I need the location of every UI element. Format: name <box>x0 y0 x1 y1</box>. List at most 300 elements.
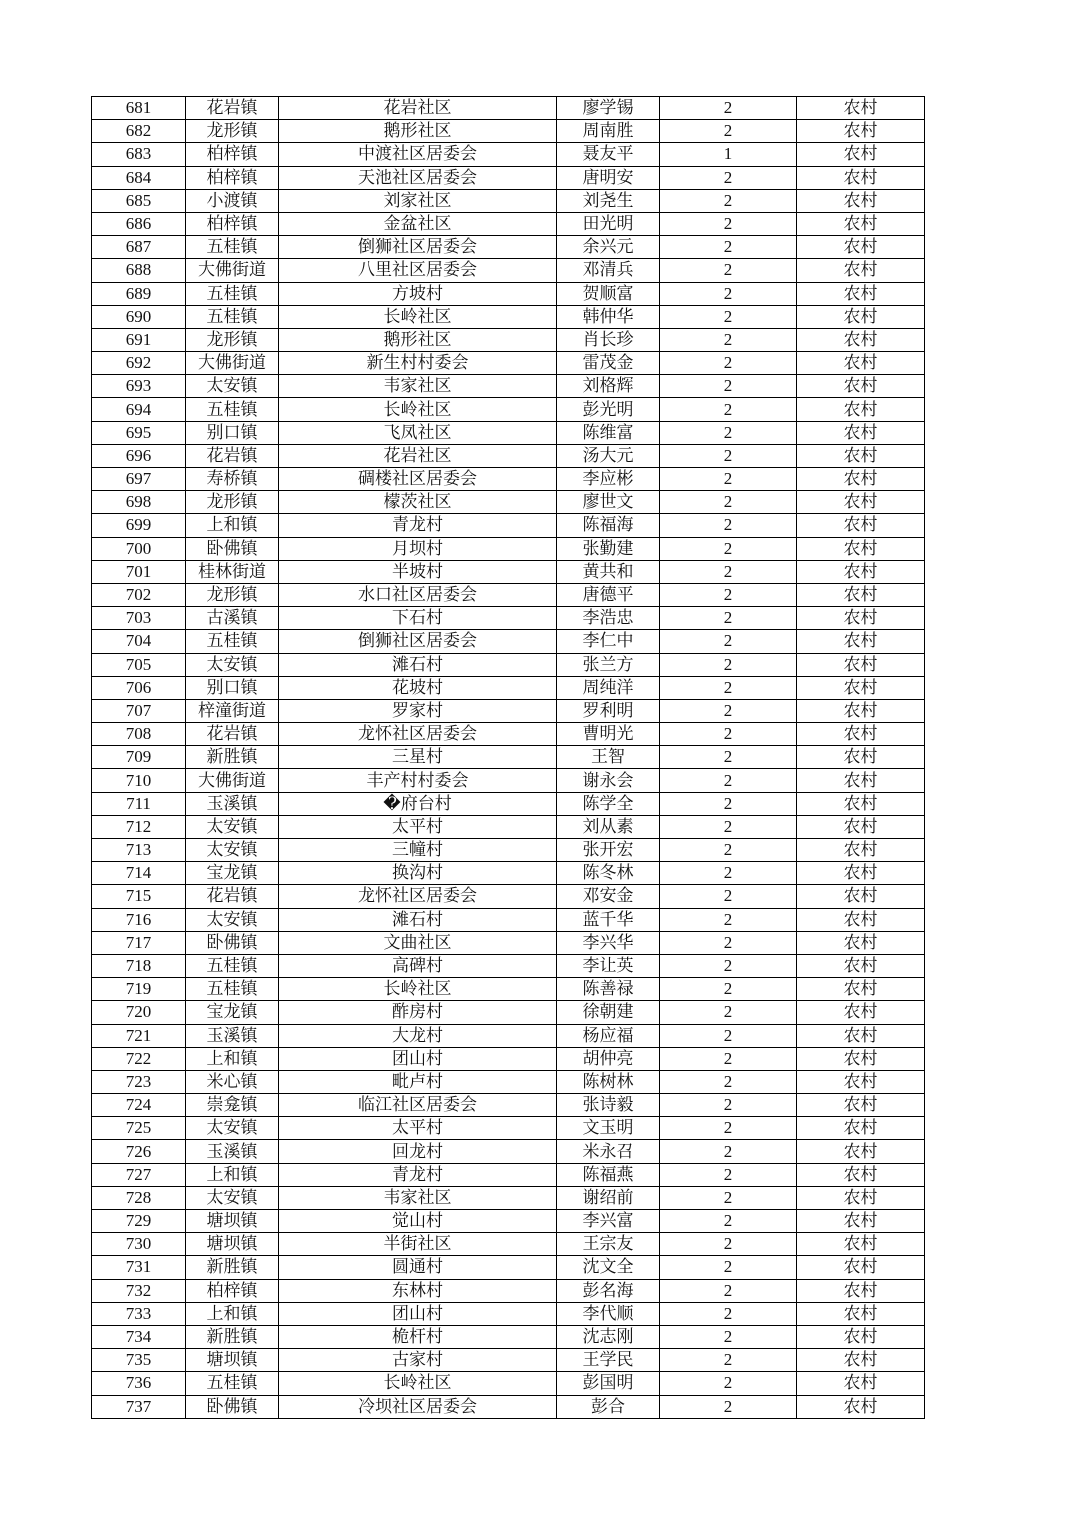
community-cell: 水口社区居委会 <box>279 583 557 606</box>
type-cell: 农村 <box>797 769 925 792</box>
community-cell: 方坡村 <box>279 282 557 305</box>
table-row <box>92 954 925 977</box>
type-cell: 农村 <box>797 885 925 908</box>
table-row <box>92 236 925 259</box>
town-cell: 塘坝镇 <box>186 1210 279 1233</box>
person-name-cell: 韩仲华 <box>557 305 660 328</box>
community-cell: 长岭社区 <box>279 1372 557 1395</box>
type-cell: 农村 <box>797 1186 925 1209</box>
table-row <box>92 1047 925 1070</box>
count-cell: 2 <box>660 189 797 212</box>
community-cell: 花坡村 <box>279 676 557 699</box>
town-cell: 上和镇 <box>186 1163 279 1186</box>
town-cell: 上和镇 <box>186 1302 279 1325</box>
table-row <box>92 97 925 120</box>
row-number-cell: 698 <box>92 491 186 514</box>
community-cell: 韦家社区 <box>279 1186 557 1209</box>
type-cell: 农村 <box>797 699 925 722</box>
count-cell: 2 <box>660 607 797 630</box>
type-cell: 农村 <box>797 839 925 862</box>
town-cell: 上和镇 <box>186 514 279 537</box>
community-cell: 丰产村村委会 <box>279 769 557 792</box>
community-cell: 檬茨社区 <box>279 491 557 514</box>
row-number-cell: 690 <box>92 305 186 328</box>
community-cell: 长岭社区 <box>279 978 557 1001</box>
community-cell: 换沟村 <box>279 862 557 885</box>
table-row <box>92 1233 925 1256</box>
table-row <box>92 1279 925 1302</box>
type-cell: 农村 <box>797 468 925 491</box>
count-cell: 2 <box>660 1372 797 1395</box>
type-cell: 农村 <box>797 746 925 769</box>
type-cell: 农村 <box>797 607 925 630</box>
community-cell: 飞凤社区 <box>279 421 557 444</box>
town-cell: 花岩镇 <box>186 97 279 120</box>
community-cell: 中渡社区居委会 <box>279 143 557 166</box>
town-cell: 玉溪镇 <box>186 792 279 815</box>
person-name-cell: 唐明安 <box>557 166 660 189</box>
count-cell: 2 <box>660 862 797 885</box>
town-cell: 柏梓镇 <box>186 212 279 235</box>
person-name-cell: 汤大元 <box>557 444 660 467</box>
community-cell: 东林村 <box>279 1279 557 1302</box>
person-name-cell: 徐朝建 <box>557 1001 660 1024</box>
row-number-cell: 711 <box>92 792 186 815</box>
count-cell: 2 <box>660 815 797 838</box>
table-row <box>92 1140 925 1163</box>
person-name-cell: 邓清兵 <box>557 259 660 282</box>
type-cell: 农村 <box>797 236 925 259</box>
type-cell: 农村 <box>797 143 925 166</box>
row-number-cell: 716 <box>92 908 186 931</box>
type-cell: 农村 <box>797 1256 925 1279</box>
town-cell: 玉溪镇 <box>186 1140 279 1163</box>
row-number-cell: 693 <box>92 375 186 398</box>
count-cell: 2 <box>660 1001 797 1024</box>
table-row <box>92 166 925 189</box>
person-name-cell: 李应彬 <box>557 468 660 491</box>
count-cell: 2 <box>660 97 797 120</box>
count-cell: 2 <box>660 1233 797 1256</box>
count-cell: 2 <box>660 259 797 282</box>
community-cell: 滩石村 <box>279 908 557 931</box>
person-name-cell: 刘从素 <box>557 815 660 838</box>
row-number-cell: 737 <box>92 1395 186 1418</box>
community-cell: �府台村 <box>279 792 557 815</box>
town-cell: 五桂镇 <box>186 978 279 1001</box>
person-name-cell: 周南胜 <box>557 120 660 143</box>
row-number-cell: 689 <box>92 282 186 305</box>
count-cell: 2 <box>660 375 797 398</box>
type-cell: 农村 <box>797 1094 925 1117</box>
community-cell: 韦家社区 <box>279 375 557 398</box>
town-cell: 别口镇 <box>186 676 279 699</box>
type-cell: 农村 <box>797 166 925 189</box>
count-cell: 2 <box>660 421 797 444</box>
person-name-cell: 陈学全 <box>557 792 660 815</box>
type-cell: 农村 <box>797 1395 925 1418</box>
table-row <box>92 1349 925 1372</box>
table-row <box>92 1024 925 1047</box>
town-cell: 太安镇 <box>186 1117 279 1140</box>
count-cell: 2 <box>660 931 797 954</box>
row-number-cell: 697 <box>92 468 186 491</box>
row-number-cell: 736 <box>92 1372 186 1395</box>
count-cell: 2 <box>660 630 797 653</box>
count-cell: 2 <box>660 282 797 305</box>
community-cell: 古家村 <box>279 1349 557 1372</box>
table-row <box>92 1372 925 1395</box>
town-cell: 大佛街道 <box>186 352 279 375</box>
type-cell: 农村 <box>797 908 925 931</box>
person-name-cell: 陈福海 <box>557 514 660 537</box>
person-name-cell: 谢绍前 <box>557 1186 660 1209</box>
type-cell: 农村 <box>797 978 925 1001</box>
count-cell: 2 <box>660 1186 797 1209</box>
row-number-cell: 684 <box>92 166 186 189</box>
count-cell: 2 <box>660 908 797 931</box>
type-cell: 农村 <box>797 1047 925 1070</box>
type-cell: 农村 <box>797 189 925 212</box>
person-name-cell: 廖世文 <box>557 491 660 514</box>
table-row <box>92 1094 925 1117</box>
person-name-cell: 彭国明 <box>557 1372 660 1395</box>
person-name-cell: 张兰方 <box>557 653 660 676</box>
town-cell: 五桂镇 <box>186 398 279 421</box>
count-cell: 2 <box>660 978 797 1001</box>
row-number-cell: 735 <box>92 1349 186 1372</box>
row-number-cell: 702 <box>92 583 186 606</box>
town-cell: 花岩镇 <box>186 444 279 467</box>
person-name-cell: 陈维富 <box>557 421 660 444</box>
type-cell: 农村 <box>797 1024 925 1047</box>
type-cell: 农村 <box>797 583 925 606</box>
type-cell: 农村 <box>797 421 925 444</box>
person-name-cell: 彭名海 <box>557 1279 660 1302</box>
town-cell: 太安镇 <box>186 653 279 676</box>
row-number-cell: 709 <box>92 746 186 769</box>
person-name-cell: 黄共和 <box>557 560 660 583</box>
town-cell: 塘坝镇 <box>186 1233 279 1256</box>
table-row <box>92 908 925 931</box>
type-cell: 农村 <box>797 328 925 351</box>
count-cell: 2 <box>660 746 797 769</box>
count-cell: 2 <box>660 1395 797 1418</box>
table-row <box>92 282 925 305</box>
table-row <box>92 583 925 606</box>
table-row <box>92 699 925 722</box>
town-cell: 柏梓镇 <box>186 166 279 189</box>
table-row <box>92 792 925 815</box>
person-name-cell: 杨应福 <box>557 1024 660 1047</box>
type-cell: 农村 <box>797 560 925 583</box>
community-cell: 冷坝社区居委会 <box>279 1395 557 1418</box>
person-name-cell: 雷茂金 <box>557 352 660 375</box>
person-name-cell: 邓安金 <box>557 885 660 908</box>
type-cell: 农村 <box>797 1163 925 1186</box>
count-cell: 2 <box>660 352 797 375</box>
town-cell: 龙形镇 <box>186 583 279 606</box>
town-cell: 卧佛镇 <box>186 931 279 954</box>
table-row <box>92 375 925 398</box>
records-table <box>91 96 925 1419</box>
count-cell: 2 <box>660 468 797 491</box>
table-row <box>92 189 925 212</box>
table-row <box>92 815 925 838</box>
community-cell: 团山村 <box>279 1302 557 1325</box>
type-cell: 农村 <box>797 259 925 282</box>
row-number-cell: 683 <box>92 143 186 166</box>
count-cell: 2 <box>660 514 797 537</box>
table-row <box>92 978 925 1001</box>
type-cell: 农村 <box>797 1325 925 1348</box>
town-cell: 崇龛镇 <box>186 1094 279 1117</box>
person-name-cell: 李仁中 <box>557 630 660 653</box>
town-cell: 宝龙镇 <box>186 862 279 885</box>
row-number-cell: 720 <box>92 1001 186 1024</box>
row-number-cell: 682 <box>92 120 186 143</box>
count-cell: 2 <box>660 1047 797 1070</box>
town-cell: 米心镇 <box>186 1070 279 1093</box>
community-cell: 圆通村 <box>279 1256 557 1279</box>
count-cell: 2 <box>660 1070 797 1093</box>
community-cell: 太平村 <box>279 815 557 838</box>
table-row <box>92 398 925 421</box>
count-cell: 2 <box>660 954 797 977</box>
type-cell: 农村 <box>797 1117 925 1140</box>
row-number-cell: 704 <box>92 630 186 653</box>
row-number-cell: 712 <box>92 815 186 838</box>
table-row <box>92 862 925 885</box>
town-cell: 五桂镇 <box>186 954 279 977</box>
town-cell: 别口镇 <box>186 421 279 444</box>
count-cell: 2 <box>660 398 797 421</box>
row-number-cell: 708 <box>92 723 186 746</box>
person-name-cell: 周纯洋 <box>557 676 660 699</box>
table-row <box>92 259 925 282</box>
town-cell: 新胜镇 <box>186 1256 279 1279</box>
table-row <box>92 1163 925 1186</box>
count-cell: 2 <box>660 491 797 514</box>
person-name-cell: 罗利明 <box>557 699 660 722</box>
count-cell: 2 <box>660 723 797 746</box>
community-cell: 鹅形社区 <box>279 120 557 143</box>
town-cell: 新胜镇 <box>186 1325 279 1348</box>
town-cell: 柏梓镇 <box>186 143 279 166</box>
community-cell: 临江社区居委会 <box>279 1094 557 1117</box>
community-cell: 鹅形社区 <box>279 328 557 351</box>
count-cell: 2 <box>660 792 797 815</box>
town-cell: 五桂镇 <box>186 236 279 259</box>
person-name-cell: 文玉明 <box>557 1117 660 1140</box>
table-row <box>92 1117 925 1140</box>
community-cell: 太平村 <box>279 1117 557 1140</box>
count-cell: 2 <box>660 699 797 722</box>
table-row <box>92 1186 925 1209</box>
person-name-cell: 唐德平 <box>557 583 660 606</box>
person-name-cell: 沈志刚 <box>557 1325 660 1348</box>
row-number-cell: 715 <box>92 885 186 908</box>
table-row <box>92 1325 925 1348</box>
row-number-cell: 691 <box>92 328 186 351</box>
community-cell: 倒狮社区居委会 <box>279 236 557 259</box>
row-number-cell: 734 <box>92 1325 186 1348</box>
type-cell: 农村 <box>797 1279 925 1302</box>
person-name-cell: 李让英 <box>557 954 660 977</box>
type-cell: 农村 <box>797 1349 925 1372</box>
type-cell: 农村 <box>797 653 925 676</box>
person-name-cell: 廖学锡 <box>557 97 660 120</box>
town-cell: 五桂镇 <box>186 1372 279 1395</box>
person-name-cell: 张开宏 <box>557 839 660 862</box>
community-cell: 月坝村 <box>279 537 557 560</box>
town-cell: 龙形镇 <box>186 328 279 351</box>
row-number-cell: 692 <box>92 352 186 375</box>
count-cell: 2 <box>660 560 797 583</box>
town-cell: 宝龙镇 <box>186 1001 279 1024</box>
community-cell: 龙怀社区居委会 <box>279 885 557 908</box>
community-cell: 青龙村 <box>279 514 557 537</box>
table-row <box>92 630 925 653</box>
table-row <box>92 305 925 328</box>
row-number-cell: 728 <box>92 1186 186 1209</box>
count-cell: 2 <box>660 1140 797 1163</box>
type-cell: 农村 <box>797 537 925 560</box>
community-cell: 刘家社区 <box>279 189 557 212</box>
community-cell: 青龙村 <box>279 1163 557 1186</box>
table-row <box>92 120 925 143</box>
row-number-cell: 732 <box>92 1279 186 1302</box>
row-number-cell: 723 <box>92 1070 186 1093</box>
table-row <box>92 769 925 792</box>
count-cell: 2 <box>660 583 797 606</box>
table-row <box>92 143 925 166</box>
row-number-cell: 695 <box>92 421 186 444</box>
town-cell: 梓潼街道 <box>186 699 279 722</box>
community-cell: 金盆社区 <box>279 212 557 235</box>
community-cell: 觉山村 <box>279 1210 557 1233</box>
town-cell: 太安镇 <box>186 1186 279 1209</box>
community-cell: 回龙村 <box>279 1140 557 1163</box>
community-cell: 滩石村 <box>279 653 557 676</box>
town-cell: 寿桥镇 <box>186 468 279 491</box>
town-cell: 太安镇 <box>186 375 279 398</box>
person-name-cell: 陈冬林 <box>557 862 660 885</box>
type-cell: 农村 <box>797 723 925 746</box>
community-cell: 碉楼社区居委会 <box>279 468 557 491</box>
person-name-cell: 陈树林 <box>557 1070 660 1093</box>
row-number-cell: 721 <box>92 1024 186 1047</box>
person-name-cell: 余兴元 <box>557 236 660 259</box>
town-cell: 龙形镇 <box>186 491 279 514</box>
table-row <box>92 468 925 491</box>
person-name-cell: 米永召 <box>557 1140 660 1163</box>
table-row <box>92 444 925 467</box>
community-cell: 长岭社区 <box>279 398 557 421</box>
table-row <box>92 537 925 560</box>
town-cell: 卧佛镇 <box>186 1395 279 1418</box>
count-cell: 2 <box>660 1024 797 1047</box>
person-name-cell: 王智 <box>557 746 660 769</box>
person-name-cell: 曹明光 <box>557 723 660 746</box>
table-row <box>92 1395 925 1418</box>
community-cell: 高碑村 <box>279 954 557 977</box>
table-row <box>92 1256 925 1279</box>
type-cell: 农村 <box>797 1372 925 1395</box>
row-number-cell: 725 <box>92 1117 186 1140</box>
person-name-cell: 王宗友 <box>557 1233 660 1256</box>
table-row <box>92 931 925 954</box>
row-number-cell: 705 <box>92 653 186 676</box>
table-row <box>92 514 925 537</box>
table-row <box>92 491 925 514</box>
type-cell: 农村 <box>797 1140 925 1163</box>
person-name-cell: 田光明 <box>557 212 660 235</box>
person-name-cell: 陈善禄 <box>557 978 660 1001</box>
town-cell: 上和镇 <box>186 1047 279 1070</box>
count-cell: 2 <box>660 1325 797 1348</box>
row-number-cell: 733 <box>92 1302 186 1325</box>
type-cell: 农村 <box>797 305 925 328</box>
row-number-cell: 699 <box>92 514 186 537</box>
type-cell: 农村 <box>797 1070 925 1093</box>
row-number-cell: 719 <box>92 978 186 1001</box>
row-number-cell: 729 <box>92 1210 186 1233</box>
type-cell: 农村 <box>797 491 925 514</box>
table-row <box>92 560 925 583</box>
community-cell: 下石村 <box>279 607 557 630</box>
community-cell: 团山村 <box>279 1047 557 1070</box>
row-number-cell: 703 <box>92 607 186 630</box>
town-cell: 柏梓镇 <box>186 1279 279 1302</box>
table-row <box>92 653 925 676</box>
row-number-cell: 724 <box>92 1094 186 1117</box>
town-cell: 桂林街道 <box>186 560 279 583</box>
table-row <box>92 352 925 375</box>
type-cell: 农村 <box>797 862 925 885</box>
count-cell: 2 <box>660 839 797 862</box>
person-name-cell: 李代顺 <box>557 1302 660 1325</box>
town-cell: 塘坝镇 <box>186 1349 279 1372</box>
count-cell: 2 <box>660 1349 797 1372</box>
person-name-cell: 胡仲亮 <box>557 1047 660 1070</box>
community-cell: 八里社区居委会 <box>279 259 557 282</box>
type-cell: 农村 <box>797 375 925 398</box>
person-name-cell: 李兴华 <box>557 931 660 954</box>
town-cell: 古溪镇 <box>186 607 279 630</box>
records-table-body <box>92 97 925 1419</box>
table-row <box>92 607 925 630</box>
count-cell: 2 <box>660 1163 797 1186</box>
table-row <box>92 421 925 444</box>
community-cell: 罗家村 <box>279 699 557 722</box>
count-cell: 2 <box>660 328 797 351</box>
town-cell: 五桂镇 <box>186 305 279 328</box>
count-cell: 2 <box>660 885 797 908</box>
row-number-cell: 730 <box>92 1233 186 1256</box>
row-number-cell: 713 <box>92 839 186 862</box>
type-cell: 农村 <box>797 1210 925 1233</box>
count-cell: 2 <box>660 166 797 189</box>
community-cell: 三幢村 <box>279 839 557 862</box>
town-cell: 龙形镇 <box>186 120 279 143</box>
row-number-cell: 686 <box>92 212 186 235</box>
type-cell: 农村 <box>797 1302 925 1325</box>
row-number-cell: 718 <box>92 954 186 977</box>
table-row <box>92 839 925 862</box>
count-cell: 2 <box>660 444 797 467</box>
community-cell: 新生村村委会 <box>279 352 557 375</box>
